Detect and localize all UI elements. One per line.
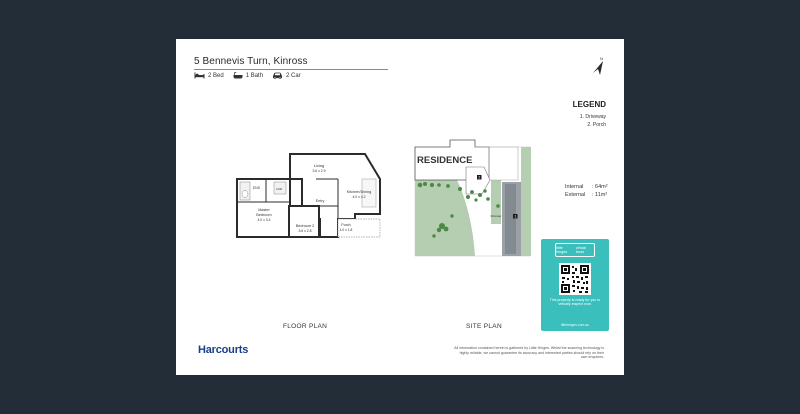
harcourts-logo: Harcourts (198, 344, 249, 356)
site-marker-driveway: 1 (514, 214, 517, 219)
internal-area-label: Internal (565, 184, 584, 190)
room-master: Master (258, 208, 270, 212)
room-kitchen-dim: 4.0 x 4.2 (352, 195, 366, 199)
external-area-value: : 11m² (592, 192, 608, 198)
internal-area (565, 184, 608, 190)
virtual-tour-brand (555, 243, 595, 257)
internal-area-value: : 64m² (592, 184, 608, 190)
svg-text:N: N (600, 56, 603, 61)
site-marker-porch: 2 (478, 175, 481, 180)
baths-spec (233, 72, 263, 79)
room-bedroom2-dim: 3.6 x 2.8 (298, 229, 312, 233)
beds-count: 2 Bed (208, 72, 224, 79)
car-icon (272, 72, 283, 79)
beds-spec (194, 72, 224, 79)
room-living-dim: 3.6 x 2.9 (312, 169, 326, 173)
residence-label: RESIDENCE (417, 155, 473, 166)
address-divider (194, 69, 388, 70)
cars-spec (272, 72, 301, 79)
site-plan-drawing (412, 134, 534, 258)
virtual-tour-url[interactable]: littlehinges.com.au (560, 323, 590, 327)
floor-plan-drawing (234, 149, 384, 243)
virtual-tour-panel[interactable] (541, 239, 609, 331)
bed-icon (194, 72, 205, 79)
room-entry: Entry (315, 199, 325, 203)
bath-icon (233, 72, 243, 79)
external-area-label: External (565, 192, 586, 198)
disclaimer-text: All information contained herein is gathered by Little Hinges. Whilst the scanning technology is highly reliable, we cannot guarantee its accuracy and interested parties should rely on their own enquiries. (454, 346, 604, 360)
legend-title: LEGEND (572, 100, 606, 109)
property-address: 5 Bennevis Turn, Kinross (194, 56, 308, 67)
legend-item-porch: 2. Porch (587, 122, 606, 128)
virtual-tour-brand-right: virtual tours (575, 246, 586, 254)
qr-code-icon[interactable] (559, 263, 591, 295)
room-kitchen: Kitchen/Dining (346, 190, 372, 194)
floorplan-sheet (176, 39, 624, 375)
room-laundry: LDR (276, 187, 283, 191)
north-arrow-icon (590, 55, 606, 79)
virtual-tour-brand-left: little hinges (556, 246, 568, 254)
room-bedroom2: Bedroom 2 (295, 224, 315, 228)
room-master-2: Bedroom (256, 213, 272, 217)
room-ensuite: ENS (253, 186, 260, 190)
room-porch: Porch (341, 223, 351, 227)
property-specs (194, 72, 301, 79)
room-living: Living (313, 163, 325, 168)
legend-item-driveway: 1. Driveway (579, 114, 606, 120)
site-driveway-text: Driveway (490, 215, 502, 218)
cars-count: 2 Car (286, 72, 301, 79)
room-porch-dim: 4.0 x 1.8 (339, 228, 353, 232)
room-master-dim: 4.0 x 3.4 (257, 218, 271, 222)
floor-plan-title: FLOOR PLAN (283, 323, 328, 330)
external-area (565, 192, 607, 198)
site-plan-title: SITE PLAN (466, 323, 502, 330)
virtual-tour-note: This property is ready for you to virtually inspect now. (549, 298, 601, 307)
baths-count: 1 Bath (245, 72, 264, 79)
